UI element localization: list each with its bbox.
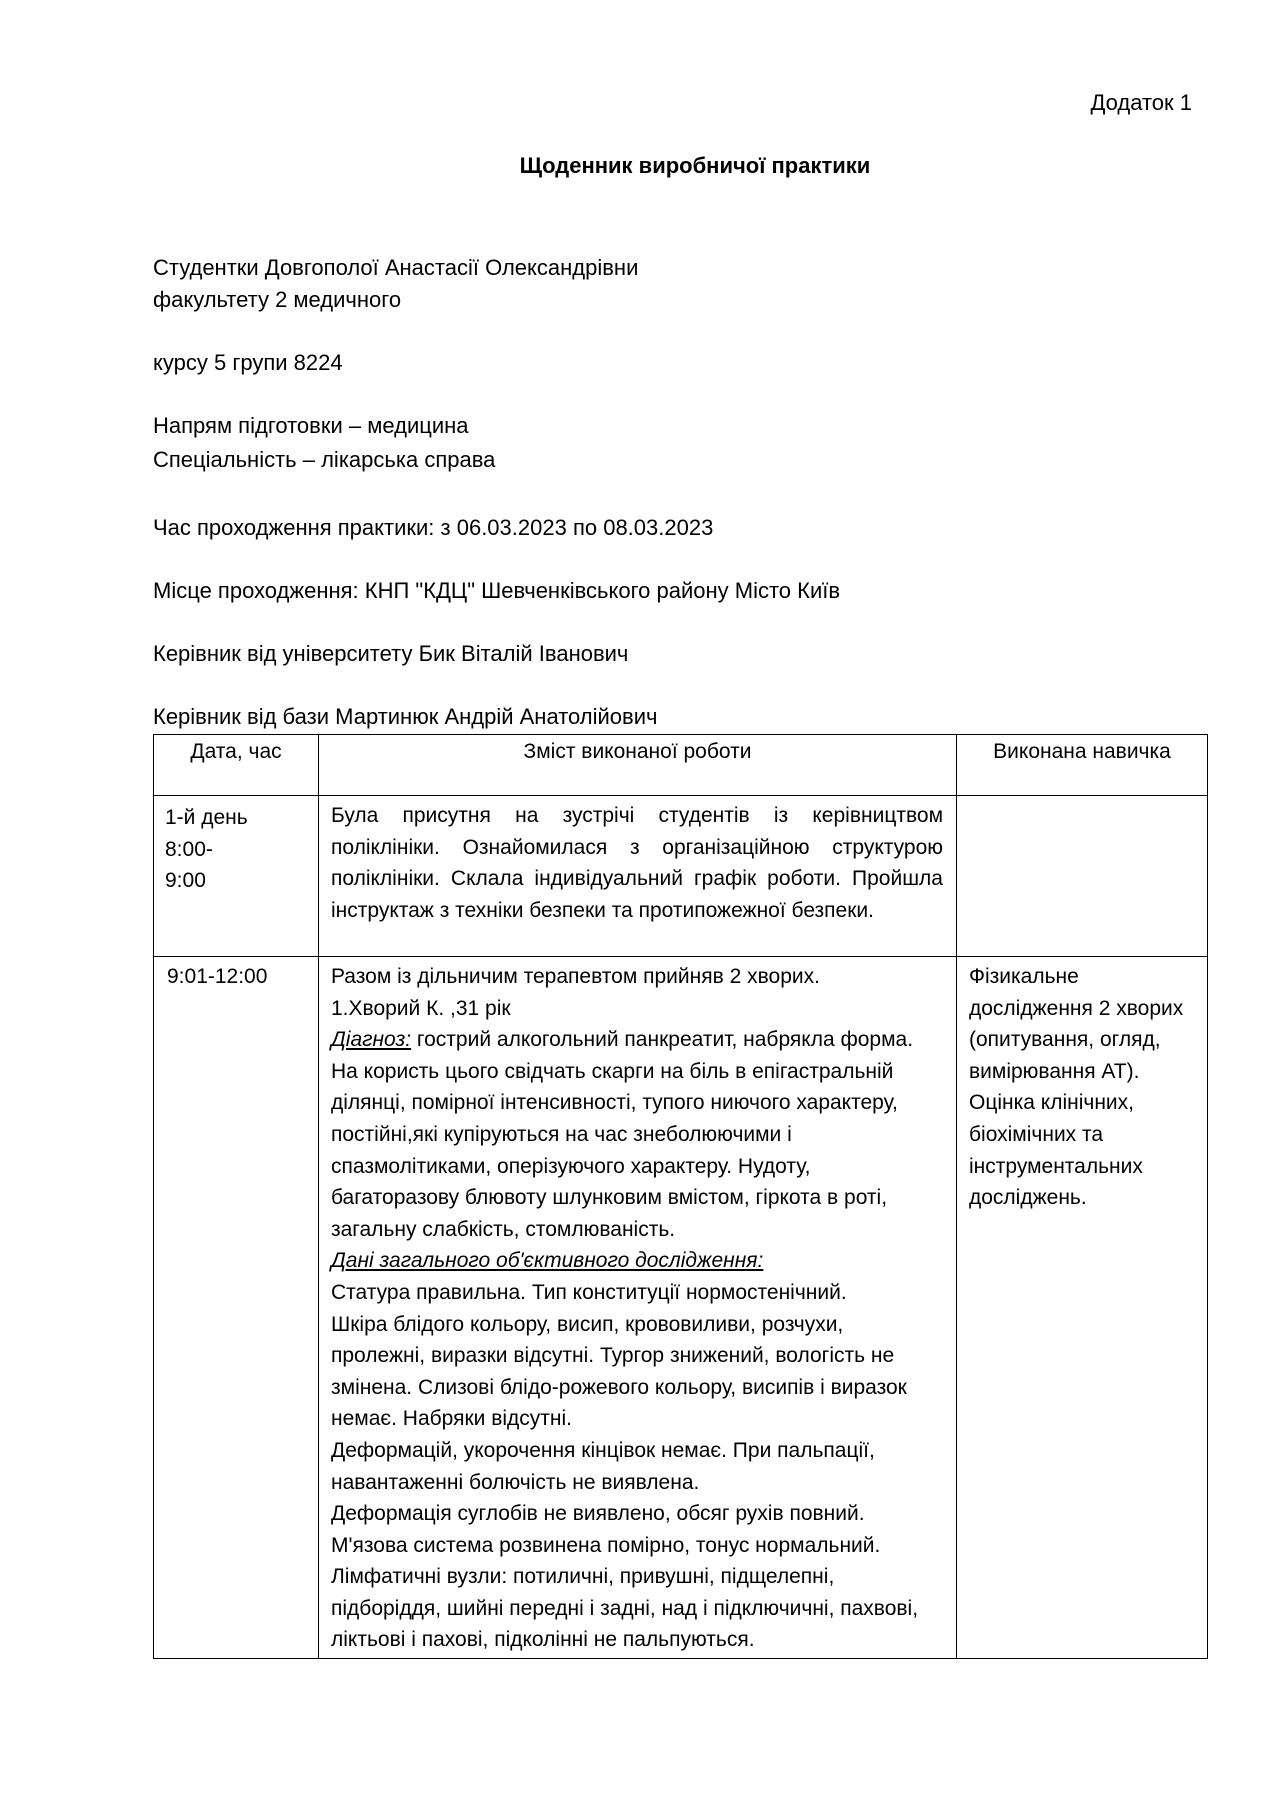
faculty-line: факультету 2 медичного [153,287,402,312]
diary-table [153,734,1208,1659]
exam-line-2: Шкіра блідого кольору, висип, крововиливи, розчухи, пролежні, виразки відсутні. Тургор знижений, вологість не змінена. Слизові блідо-рожевого кольору, висипів і виразок немає. Набряки відсутні. [331,1312,907,1431]
base-supervisor-line: Керівник від бази Мартинюк Андрій Анатолійович [153,704,658,729]
place-line: Місце проходження: КНП "КДЦ" Шевченківського району Місто Київ [153,578,841,603]
specialty-line: Спеціальність – лікарська справа [153,447,496,472]
exam-line-5: М'язова система розвинена помірно, тонус нормальний. [331,1533,881,1557]
row2-intro: Разом із дільничим терапевтом прийняв 2 хворих. [331,965,820,988]
row1-skill [957,796,1207,800]
row1-date-start: 8:00- [165,837,213,861]
row2-skill-cell [957,957,1208,1659]
row2-patient: 1.Хворий К. ,31 рік [331,996,511,1020]
table-header-row [154,735,1208,796]
row1-date-day: 1-й день [165,806,248,829]
student-name-line: Студентки Довгополої Анастасії Олександрівни [153,255,639,280]
header-date: Дата, час [154,735,319,796]
course-line: курсу 5 групи 8224 [153,350,343,375]
university-supervisor-line: Керівник від університету Бик Віталій Іванович [153,641,629,666]
row2-diagnosis [331,1024,943,1056]
exam-line-3: Деформацій, укорочення кінцівок немає. При пальпації, навантаженні болючість не виявлена. [331,1438,875,1494]
period-line: Час проходження практики: з 06.03.2023 по 08.03.2023 [153,515,714,540]
diagnosis-text: гострий алкогольний панкреатит, набрякла форма. [411,1028,914,1052]
exam-line-1: Статура правильна. Тип конституції нормостенічний. [331,1280,847,1304]
page-title: Щоденник виробничої практики [519,153,871,178]
table-row [154,796,1208,957]
row2-complaints: На користь цього свідчать скарги на біль в епігастральній ділянці, помірної інтенсивності, тупого ниючого характеру, постійні,які купіруються на час знеболюючими і спазмолітиками, оперізуючого характеру. Нудоту, багаторазову блювоту шлунковим вмістом, гіркота в роті, загальну слабкість, стомлюваність. [331,1059,898,1241]
header-content: Зміст виконаної роботи [319,735,957,796]
row2-date: 9:01-12:00 [167,965,268,988]
table-row [154,957,1208,1659]
row1-content-cell [319,796,957,957]
row1-date-cell [154,796,319,957]
exam-line-6: Лімфатичні вузли: потиличні, привушні, підщелепні, підборіддя, шийні передні і задні, над і підключичні, пахвові, ліктьові і пахові, підколінні не пальпуються. [331,1565,919,1652]
row2-content-cell [319,957,957,1659]
row2-skill: Фізикальне дослідження 2 хворих (опитування, огляд, вимірювання АТ). Оцінка клінічних, біохімічних та інструментальних досліджень. [969,965,1184,1210]
header-skill: Виконана навичка [957,735,1208,796]
appendix-label: Додаток 1 [1090,90,1192,115]
row1-content: Була присутня на зустрічі студентів із керівництвом поліклініки. Ознайомилася з організаційною структурою поліклініки. Склала індивідуальний графік роботи. Пройшла інструктаж з техніки безпеки та протипожежної безпеки. [331,804,943,922]
exam-line-4: Деформація суглобів не виявлено, обсяг рухів повний. [331,1502,865,1526]
diagnosis-label: Діагноз: [331,1028,412,1052]
row1-skill-cell [957,796,1208,957]
direction-line: Напрям підготовки – медицина [153,413,469,438]
row1-date-end: 9:00 [165,869,206,893]
row2-date-cell [154,957,319,1659]
exam-label: Дані загального об'єктивного дослідження: [331,1249,764,1273]
